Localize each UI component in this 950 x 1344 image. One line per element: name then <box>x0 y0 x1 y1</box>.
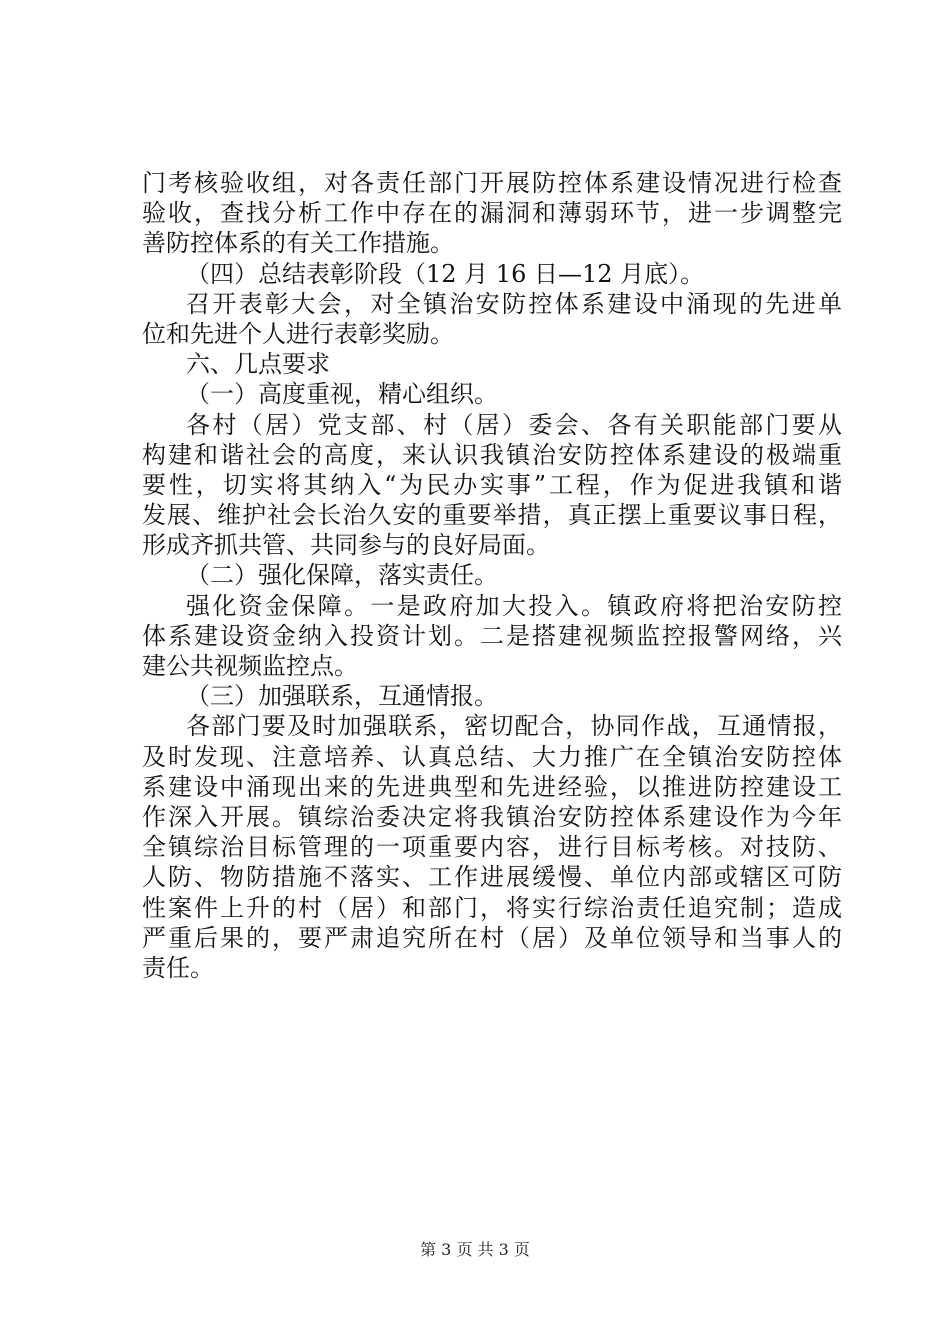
text-line: 要性，切实将其纳入“为民办实事”工程，作为促进我镇和谐 <box>142 470 842 499</box>
text-line: 建公共视频监控点。 <box>142 652 358 680</box>
text-line: 性案件上升的村（居）和部门，将实行综治责任追究制；造成 <box>142 893 842 922</box>
text-line: 作深入开展。镇综治委决定将我镇治安防控体系建设作为今年 <box>142 802 842 831</box>
section-heading: （二）强化保障，落实责任。 <box>186 561 498 590</box>
text-line: 位和先进个人进行表彰奖励。 <box>142 319 454 348</box>
document-body <box>142 168 842 983</box>
text-line: 严重后果的，要严肃追究所在村（居）及单位领导和当事人的 <box>142 923 842 952</box>
text-line: 体系建设资金纳入投资计划。二是搭建视频监控报警网络，兴 <box>142 621 842 650</box>
text-line: 各部门要及时加强联系，密切配合，协同作战，互通情报， <box>186 712 842 741</box>
section-heading: 六、几点要求 <box>186 350 330 379</box>
text-line: 各村（居）党支部、村（居）委会、各有关职能部门要从 <box>186 410 842 439</box>
text-line: 人防、物防措施不落实、工作进展缓慢、单位内部或辖区可防 <box>142 863 842 892</box>
text-line: 系建设中涌现出来的先进典型和先进经验，以推进防控建设工 <box>142 772 842 801</box>
section-heading: （一）高度重视，精心组织。 <box>186 380 498 409</box>
text-line: 发展、维护社会长治久安的重要举措，真正摆上重要议事日程， <box>142 501 842 530</box>
text-line: 强化资金保障。一是政府加大投入。镇政府将把治安防控 <box>186 591 842 620</box>
section-heading: （四）总结表彰阶段（12 月 16 日—12 月底）。 <box>186 259 705 288</box>
text-line: 门考核验收组，对各责任部门开展防控体系建设情况进行检查 <box>142 169 842 197</box>
text-line: 构建和谐社会的高度，来认识我镇治安防控体系建设的极端重 <box>142 440 842 469</box>
text-line: 形成齐抓共管、共同参与的良好局面。 <box>142 531 550 560</box>
text-line: 召开表彰大会，对全镇治安防控体系建设中涌现的先进单 <box>186 289 842 318</box>
text-line: 验收，查找分析工作中存在的漏洞和薄弱环节，进一步调整完 <box>142 199 842 228</box>
text-line: 及时发现、注意培养、认真总结、大力推广在全镇治安防控体 <box>142 742 842 771</box>
text-line: 全镇综治目标管理的一项重要内容，进行目标考核。对技防、 <box>142 833 842 862</box>
text-line: 责任。 <box>142 953 214 982</box>
section-heading: （三）加强联系，互通情报。 <box>186 682 498 711</box>
text-line: 善防控体系的有关工作措施。 <box>142 229 454 258</box>
page-number-footer: 第 3 页 共 3 页 <box>420 1240 530 1259</box>
